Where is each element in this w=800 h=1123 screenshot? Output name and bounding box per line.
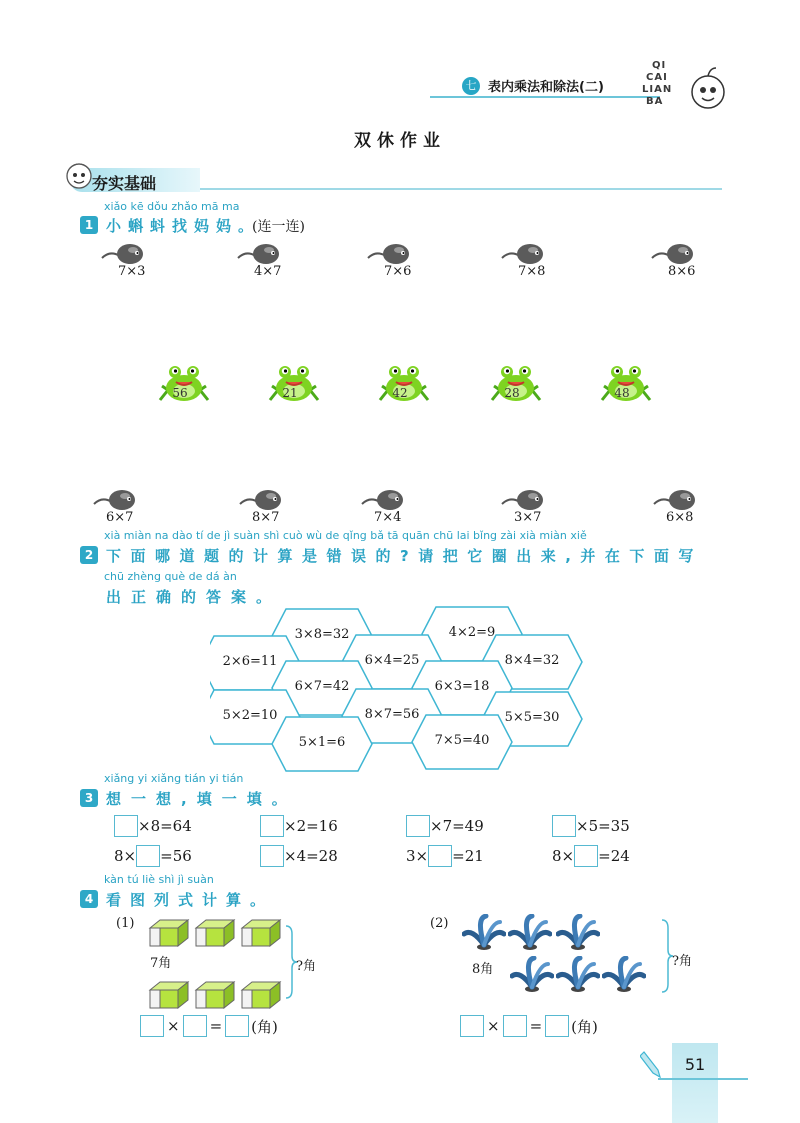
tadpole-expression: 4×7 xyxy=(254,264,282,279)
q4-part1-equation xyxy=(140,1015,278,1037)
fill-blank-equation xyxy=(552,845,630,867)
q2-number: 2 xyxy=(80,546,98,564)
q1-instruction: (连一连) xyxy=(252,219,305,235)
tadpole-expression: 7×8 xyxy=(518,264,546,279)
unit-label: (角) xyxy=(571,1017,598,1036)
answer-box[interactable] xyxy=(545,1015,569,1037)
hexagon-equation: 8×4=32 xyxy=(504,653,560,668)
equation-prefix: 8× xyxy=(114,847,137,865)
hexagon-equation: 5×5=30 xyxy=(504,710,560,725)
hexagon-equation: 3×8=32 xyxy=(294,627,350,642)
tadpole-expression: 7×3 xyxy=(118,264,146,279)
equation-suffix: ×5=35 xyxy=(576,817,630,835)
equation-prefix: 8× xyxy=(552,847,575,865)
page-divider xyxy=(658,1078,748,1080)
plant-icon xyxy=(462,914,506,950)
brand-text-3: LIAN xyxy=(642,84,673,95)
times-sign: × xyxy=(167,1017,180,1035)
answer-box[interactable] xyxy=(183,1015,207,1037)
fill-blank-equation xyxy=(114,845,192,867)
answer-box[interactable] xyxy=(114,815,138,837)
fill-blank-equation xyxy=(406,815,484,837)
fill-blank-equation xyxy=(114,815,192,837)
section-divider xyxy=(200,188,722,190)
equation-suffix: =56 xyxy=(160,847,192,865)
tadpole-expression: 8×7 xyxy=(252,510,280,525)
brand-text-1: QI xyxy=(652,60,667,71)
hexagon-equation: 2×6=11 xyxy=(222,654,278,669)
tadpole-expression: 7×6 xyxy=(384,264,412,279)
answer-box[interactable] xyxy=(460,1015,484,1037)
frog-number: 28 xyxy=(504,386,520,400)
hexagon-equation: 6×3=18 xyxy=(434,679,490,694)
fill-blank-equation xyxy=(552,815,630,837)
q2-pinyin-line1: xià miàn na dào tí de jì suàn shì cuò wù de qǐng bǎ tā quān chū lai bǐng zài xià miàn xiě xyxy=(104,529,587,542)
times-sign: × xyxy=(487,1017,500,1035)
fill-blank-equation xyxy=(406,845,484,867)
frog-number: 42 xyxy=(392,386,408,400)
hexagon-equation: 5×1=6 xyxy=(298,735,346,750)
q4-part1-label: (1) xyxy=(116,916,135,931)
hexagon-equation: 5×2=10 xyxy=(222,708,278,723)
answer-box[interactable] xyxy=(428,845,452,867)
q4-part2-price: 8角 xyxy=(472,962,494,977)
eraser-icon xyxy=(192,918,236,948)
q2-text-line1: 下面哪道题的计算是错误的?请把它圈出来,并在下面写 xyxy=(106,547,703,565)
answer-box[interactable] xyxy=(503,1015,527,1037)
pencil-icon xyxy=(640,1050,664,1080)
answer-box[interactable] xyxy=(260,845,284,867)
plant-icon xyxy=(556,956,600,992)
q4-number: 4 xyxy=(80,890,98,908)
frog-number: 56 xyxy=(172,386,188,400)
q2-text-line2: 出正确的答案。 xyxy=(106,588,282,606)
cartoon-character-icon xyxy=(62,158,96,192)
q4-part2-label: (2) xyxy=(430,916,449,931)
equation-suffix: ×8=64 xyxy=(138,817,192,835)
hexagon-equation: 6×7=42 xyxy=(294,679,350,694)
equation-suffix: =21 xyxy=(452,847,484,865)
answer-box[interactable] xyxy=(140,1015,164,1037)
eraser-icon xyxy=(192,980,236,1010)
equals-sign: = xyxy=(209,1017,223,1035)
answer-box[interactable] xyxy=(225,1015,249,1037)
answer-box[interactable] xyxy=(574,845,598,867)
answer-box[interactable] xyxy=(406,815,430,837)
equation-suffix: ×4=28 xyxy=(284,847,338,865)
unit-label: (角) xyxy=(251,1017,278,1036)
tadpole-expression: 6×7 xyxy=(106,510,134,525)
tadpole-expression: 6×8 xyxy=(666,510,694,525)
q4-part2-total: ?角 xyxy=(672,954,692,969)
page-title: 双休作业 xyxy=(354,131,446,151)
plant-icon xyxy=(508,914,552,950)
eraser-icon xyxy=(238,918,282,948)
frog-number: 48 xyxy=(614,386,630,400)
q1-number: 1 xyxy=(80,216,98,234)
answer-box[interactable] xyxy=(552,815,576,837)
q2-pinyin-line2: chū zhèng què de dá àn xyxy=(104,570,237,583)
q4-text: 看图列式计算。 xyxy=(106,891,275,909)
eraser-icon xyxy=(238,980,282,1010)
hexagon-equation: 7×5=40 xyxy=(434,733,490,748)
q4-part2-equation xyxy=(460,1015,598,1037)
equation-suffix: =24 xyxy=(598,847,630,865)
fill-blank-equation xyxy=(260,815,338,837)
equation-suffix: ×2=16 xyxy=(284,817,338,835)
plant-icon xyxy=(556,914,600,950)
tadpole-expression: 7×4 xyxy=(374,510,402,525)
equals-sign: = xyxy=(529,1017,543,1035)
q4-part1-total: ?角 xyxy=(296,959,316,974)
brand-text-2: CAI xyxy=(646,72,668,83)
plant-icon xyxy=(510,956,554,992)
q4-part1-price: 7角 xyxy=(150,956,172,971)
fill-blank-equation xyxy=(260,845,338,867)
q4-pinyin: kàn tú liè shì jì suàn xyxy=(104,873,214,886)
hexagon-equation: 6×4=25 xyxy=(364,653,420,668)
chapter-badge: 七 xyxy=(462,77,480,95)
tadpole-expression: 8×6 xyxy=(668,264,696,279)
q1-pinyin: xiǎo kē dǒu zhǎo mā ma xyxy=(104,200,240,213)
answer-box[interactable] xyxy=(136,845,160,867)
hexagon-grid xyxy=(210,606,590,772)
page-number: 51 xyxy=(684,1055,706,1074)
equation-suffix: ×7=49 xyxy=(430,817,484,835)
tadpole-expression: 3×7 xyxy=(514,510,542,525)
frog-number: 21 xyxy=(282,386,298,400)
q3-pinyin: xiǎng yi xiǎng tián yi tián xyxy=(104,772,244,785)
hexagon-equation: 8×7=56 xyxy=(364,707,420,722)
section-title: 夯实基础 xyxy=(92,174,157,193)
eraser-icon xyxy=(146,980,190,1010)
q3-text: 想一想,填一填。 xyxy=(106,790,297,808)
q1-text: 小蝌蚪找妈妈。 xyxy=(106,217,261,235)
plant-icon xyxy=(602,956,646,992)
brand-text-4: BA xyxy=(646,96,664,107)
q3-number: 3 xyxy=(80,789,98,807)
equation-prefix: 3× xyxy=(406,847,429,865)
eraser-icon xyxy=(146,918,190,948)
header-divider xyxy=(430,96,660,98)
brand-logo xyxy=(638,60,728,120)
chapter-title: 表内乘法和除法(二) xyxy=(488,80,604,95)
answer-box[interactable] xyxy=(260,815,284,837)
hexagon-equation: 4×2=9 xyxy=(448,625,496,640)
